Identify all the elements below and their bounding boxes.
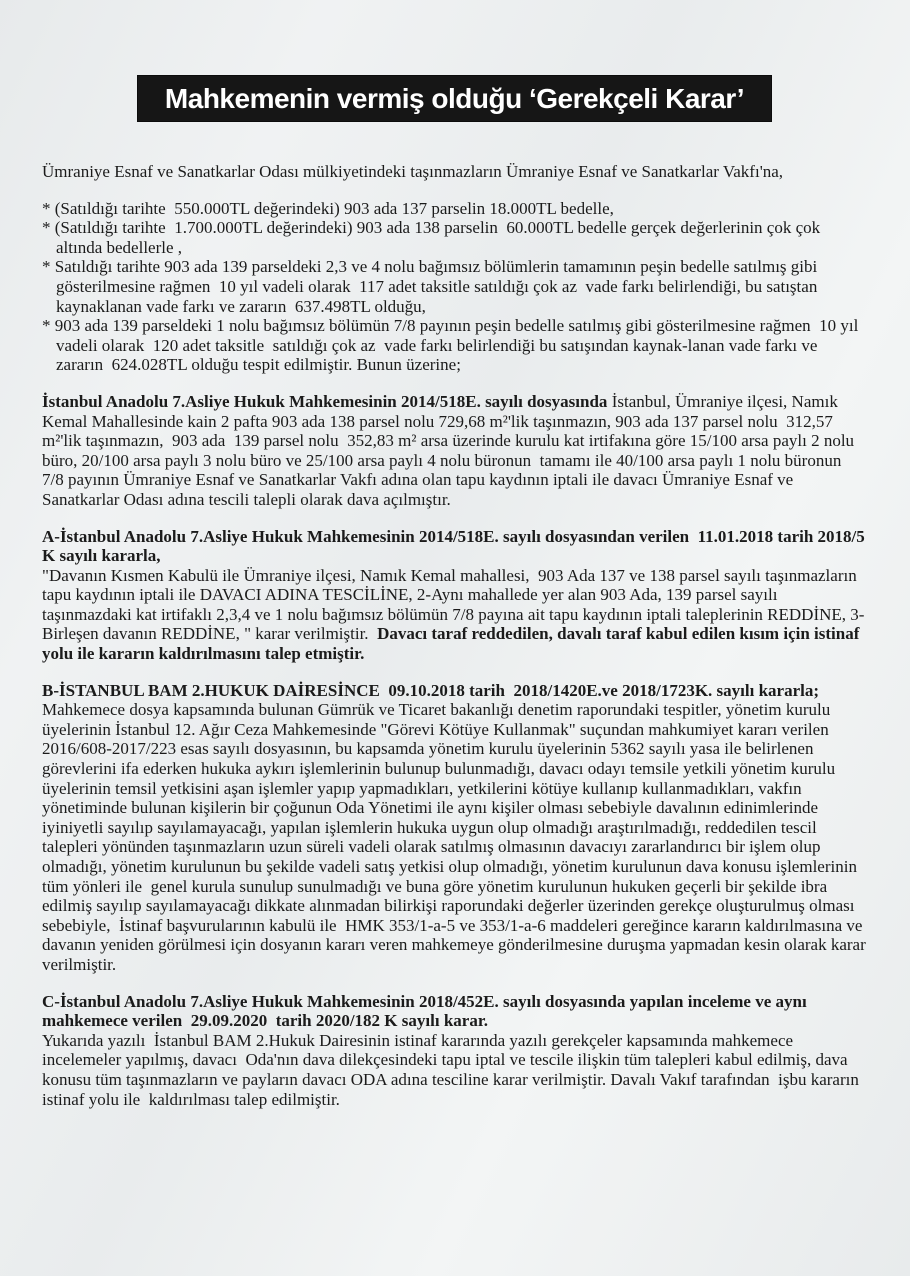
intro-paragraph: Ümraniye Esnaf ve Sanatkarlar Odası mülkiyetindeki taşınmazların Ümraniye Esnaf ve Sanatkarlar Vakfı'na,: [42, 162, 784, 181]
case-summary-paragraph: [42, 392, 866, 510]
bullet-item: * 903 ada 139 parseldeki 1 nolu bağımsız bölümün 7/8 payının peşin bedelle satılmış gibi gösterilmesine rağmen 10 yıl vadeli olarak 120 adet taksitle satıldığı çok az vade farkı belirlendiği bu satışından kaynak-lanan vade farkı ve zararın 624.028TL olduğu tespit edilmiştir. Bunun üzerine;: [42, 316, 863, 375]
section-c-heading: C-İstanbul Anadolu 7.Asliye Hukuk Mahkemesinin 2018/452E. sayılı dosyasında yapılan inceleme ve aynı mahkemece verilen 29.09.2020 tarih 2020/182 K sayılı karar.: [42, 991, 811, 1031]
section-c-body: Yukarıda yazılı İstanbul BAM 2.Hukuk Dairesinin istinaf kararında yazılı gerekçeler kapsamında mahkemece incelemeler yapılmış, davacı Oda'nın dava dilekçesindeki tapu iptal ve tescile ilişkin tüm talepleri kabul edilmiş, dava konusu tüm taşınmazların ve payların davacı ODA adına tesciline karar verilmiştir. Davalı Vakıf tarafından işbu kararın istinaf yolu ile kaldırılması talep edilmiştir.: [42, 1030, 868, 1109]
section-a-heading: A-İstanbul Anadolu 7.Asliye Hukuk Mahkemesinin 2014/518E. sayılı dosyasından verilen 11.01.2018 tarih 2018/5 K sayılı kararla,: [42, 526, 870, 566]
section-b: [42, 680, 870, 975]
document-body: [42, 162, 870, 1126]
bullet-item: * (Satıldığı tarihte 550.000TL değerindeki) 903 ada 137 parselin 18.000TL bedelle,: [42, 198, 614, 218]
section-b-body: Mahkemece dosya kapsamında bulunan Gümrük ve Ticaret bakanlığı denetim raporundaki tespitler, yönetim kurulu üyelerinin İstanbul 12. Ağır Ceza Mahkemesinde "Görevi Kötüye Kullanmak" suçundan mahkumiyet kararı verilen 2016/608-2017/223 esas sayılı dosyasının, bu kapsamda yönetim kurulu üyelerinin 5362 sayılı yasa ile belirlenen görevlerini ifa ederken hukuka aykırı işlemlerinin bulunup bulunmadığı, davacı odayı temsile yetkili yönetim kurulu üyelerinin temsil yetkisini aşan işlemler yapıp yapmadıkları, yetkilerini kötüye kullanıp kullanmadıkları, vakfın yönetiminde bulunan kişilerin bir çoğunun Oda Yönetimi ile aynı kişiler olması sebebiyle davalının edinimlerinde iyiniyetli sayılıp sayılamayacağı, yapılan işlemlerin hukuka uygun olup olmadığı araştırılmadığı, reddedilen tescil talepleri yönünden taşınmazların uzun süreli vadeli olarak satılmış olmasının davacıyı zararlandırıcı bir işlem olup olmadığı, yönetim kurulunun bu şekilde vadeli satış yetkisi olup olmadığı, yönetim kurulunun dava konusu işlemlerinin tüm yönleri ile genel kurula sunulup sunulmadığı ve buna göre yönetim kurulunun hukuken geçerli bir şekilde ibra edilmiş sayılıp sayılamayacağı dikkate alınmadan bilirkişi raporundaki değerler üzerinden gerekçe oluşturulmuş olması sebebiyle, İstinaf başvurularının kabulü ile HMK 353/1-a-5 ve 353/1-a-6 maddeleri gereğince kararın kaldırılmasına ve davanın yeniden görülmesi için dosyanın kararı veren mahkemeye gönderilmesine duruşma yapmadan kesin olarak karar verilmiştir.: [42, 700, 870, 974]
section-a-bold-tail: Davacı taraf reddedilen, davalı taraf kabul edilen kısım için istinaf yolu ile kararın kaldırılmasını talep etmiştir.: [42, 624, 864, 664]
case-summary-rest: İstanbul, Ümraniye ilçesi, Namık Kemal Mahallesinde kain 2 pafta 903 ada 138 parsel nolu 729,68 m²'lik taşınmazın, 903 ada 137 parsel nolu 312,57 m²'lik taşınmazın, 903 ada 139 parsel nolu 352,83 m² arsa üzerinde kurulu kat irtifakına göre 15/100 arsa paylı 2 nolu büro, 20/100 arsa paylı 3 nolu büro ve 25/100 arsa paylı 4 nolu büronun tamamı ile 40/100 arsa paylı 1 nolu büronun 7/8 payının Ümraniye Esnaf ve Sanatkarlar Vakfı adına olan tapu kaydının iptali ile davacı Ümraniye Esnaf ve Sanatkarlar Odası adına tescili talepli olarak dava açılmıştır.: [42, 391, 859, 509]
section-a-body: [42, 566, 866, 664]
section-b-heading: B-İSTANBUL BAM 2.HUKUK DAİRESİNCE 09.10.2018 tarih 2018/1420E.ve 2018/1723K. sayılı kararla;: [42, 680, 820, 700]
title-banner: [138, 76, 771, 121]
bullet-list: [42, 199, 866, 375]
section-c: [42, 992, 866, 1110]
section-a: [42, 526, 870, 664]
bullet-item: * Satıldığı tarihte 903 ada 139 parseldeki 2,3 ve 4 nolu bağımsız bölümlerin tamamının peşin bedelle satılmış gibi gösterilmesine rağmen 10 yıl vadeli olarak 117 adet taksitle satıldığı çok az vade farkı belirlendiği, bu satıştan kaynaklanan vade farkı ve zararın 637.498TL olduğu,: [42, 257, 822, 316]
section-a-text: "Davanın Kısmen Kabulü ile Ümraniye ilçesi, Namık Kemal mahallesi, 903 Ada 137 ve 138 parsel sayılı taşınmazların tapu kaydının iptali ile DAVACI ADINA TESCİLİNE, 2-Aynı mahallede yer alan 903 Ada, 139 parsel sayılı taşınmazdaki kat irtifaklı 2,3,4 ve 1 nolu bağımsız bölümün 7/8 payına ait tapu kaydının iptali taleplerinin REDDİNE, 3-Birleşen davanın REDDİNE, " karar verilmiştir.: [42, 565, 866, 644]
case-summary-lead: İstanbul Anadolu 7.Asliye Hukuk Mahkemesinin 2014/518E. sayılı dosyasında: [42, 391, 608, 411]
bullet-item: * (Satıldığı tarihte 1.700.000TL değerindeki) 903 ada 138 parselin 60.000TL bedelle gerçek değerlerinin çok çok altında bedellerle ,: [42, 218, 825, 257]
page-title: Mahkemenin vermiş olduğu ‘Gerekçeli Karar’: [164, 82, 745, 114]
